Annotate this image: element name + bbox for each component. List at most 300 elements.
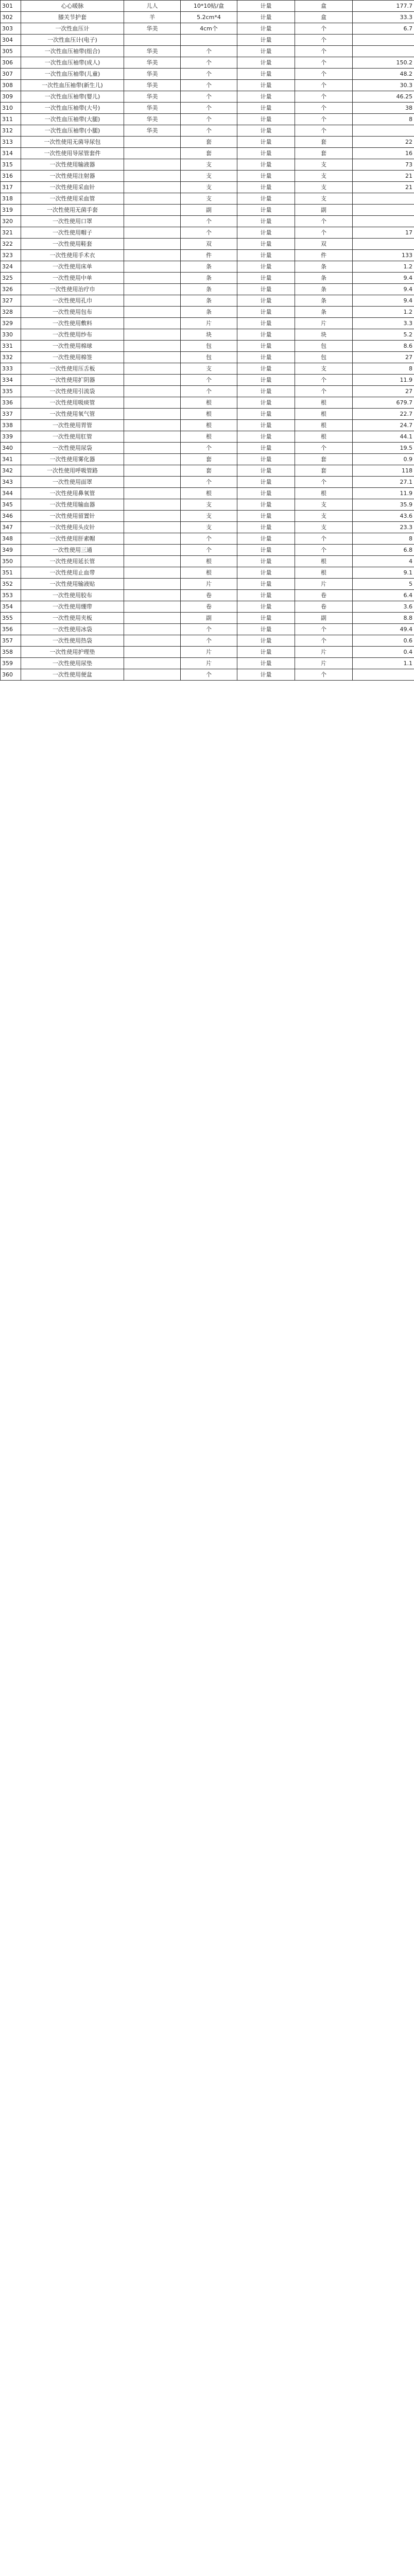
item-model: 个 [181,624,237,635]
item-spec [124,488,181,499]
item-price-mode: 计量 [237,137,295,148]
item-spec [124,567,181,579]
row-number: 319 [1,205,21,216]
item-model: 件 [181,250,237,261]
item-unit: 包 [295,352,353,363]
item-spec [124,182,181,193]
item-spec: 华美 [124,23,181,35]
item-unit: 条 [295,307,353,318]
item-unit: 个 [295,35,353,46]
table-row [1,12,414,23]
item-quantity: 23.3 [353,522,414,533]
item-unit: 个 [295,114,353,125]
item-spec: 华美 [124,69,181,80]
item-spec [124,273,181,284]
item-spec [124,499,181,511]
table-row [1,273,414,284]
table-row [1,103,414,114]
item-quantity: 177.7 [353,1,414,12]
item-spec: 羊 [124,12,181,23]
table-row [1,341,414,352]
item-unit: 支 [295,499,353,511]
item-quantity: 0.4 [353,647,414,658]
row-number: 359 [1,658,21,669]
item-model: 个 [181,545,237,556]
item-name: 一次性使用床单 [21,261,124,273]
table-row [1,465,414,477]
item-model: 个 [181,443,237,454]
item-unit: 根 [295,397,353,409]
item-spec [124,363,181,375]
item-model: 片 [181,647,237,658]
item-quantity: 1.2 [353,307,414,318]
item-price-mode: 计量 [237,545,295,556]
item-name: 一次性血压计 [21,23,124,35]
item-quantity: 118 [353,465,414,477]
row-number: 334 [1,375,21,386]
item-spec [124,171,181,182]
item-name: 一次性使用止血带 [21,567,124,579]
row-number: 313 [1,137,21,148]
item-model: 个 [181,375,237,386]
item-unit: 件 [295,250,353,261]
table-row [1,352,414,363]
item-name: 一次性使用面罩 [21,477,124,488]
item-price-mode: 计量 [237,386,295,397]
item-model: 根 [181,420,237,431]
item-price-mode: 计量 [237,363,295,375]
row-number: 340 [1,443,21,454]
row-number: 341 [1,454,21,465]
table-row [1,658,414,669]
item-unit: 副 [295,613,353,624]
table-row [1,329,414,341]
item-unit: 套 [295,454,353,465]
item-spec [124,239,181,250]
item-quantity: 133 [353,250,414,261]
table-row [1,46,414,57]
item-quantity: 6.4 [353,590,414,601]
item-spec [124,375,181,386]
item-model: 副 [181,205,237,216]
item-quantity: 9.4 [353,295,414,307]
row-number: 324 [1,261,21,273]
item-model: 个 [181,216,237,227]
item-spec [124,477,181,488]
item-model: 个 [181,533,237,545]
item-price-mode: 计量 [237,23,295,35]
item-spec [124,420,181,431]
table-row [1,159,414,171]
item-unit: 支 [295,193,353,205]
item-quantity: 8.8 [353,613,414,624]
item-quantity: 43.6 [353,511,414,522]
item-unit: 根 [295,409,353,420]
item-name: 一次性使用鼻氧管 [21,488,124,499]
item-model: 个 [181,669,237,681]
item-unit: 根 [295,420,353,431]
item-price-mode: 计量 [237,613,295,624]
item-spec [124,635,181,647]
item-price-mode: 计量 [237,239,295,250]
item-model: 个 [181,477,237,488]
item-quantity: 4 [353,556,414,567]
row-number: 349 [1,545,21,556]
item-spec [124,193,181,205]
item-spec [124,227,181,239]
item-name: 一次性使用鞋套 [21,239,124,250]
item-name: 一次性血压袖带(大腿) [21,114,124,125]
row-number: 323 [1,250,21,261]
row-number: 327 [1,295,21,307]
row-number: 343 [1,477,21,488]
item-price-mode: 计量 [237,318,295,329]
row-number: 333 [1,363,21,375]
item-unit: 支 [295,159,353,171]
table-row [1,386,414,397]
table-row [1,635,414,647]
item-quantity: 22 [353,137,414,148]
table-row [1,567,414,579]
item-name: 一次性使用胃管 [21,420,124,431]
item-spec [124,601,181,613]
item-quantity: 38 [353,103,414,114]
row-number: 338 [1,420,21,431]
item-name: 一次性使用胶布 [21,590,124,601]
row-number: 301 [1,1,21,12]
item-model: 支 [181,499,237,511]
row-number: 326 [1,284,21,295]
item-name: 一次性使用肛管 [21,431,124,443]
row-number: 321 [1,227,21,239]
item-model: 个 [181,103,237,114]
item-quantity: 27 [353,386,414,397]
item-model: 套 [181,148,237,159]
item-quantity: 8 [353,363,414,375]
item-quantity: 11.9 [353,375,414,386]
row-number: 328 [1,307,21,318]
row-number: 332 [1,352,21,363]
item-quantity: 24.7 [353,420,414,431]
table-row [1,250,414,261]
table-row [1,295,414,307]
item-name: 一次性血压袖带(婴儿) [21,91,124,103]
row-number: 354 [1,601,21,613]
item-name: 一次性使用敷料 [21,318,124,329]
item-model: 个 [181,386,237,397]
item-name: 一次性使用压舌板 [21,363,124,375]
item-unit: 个 [295,80,353,91]
row-number: 302 [1,12,21,23]
item-name: 一次性使用肝素帽 [21,533,124,545]
item-name: 一次性使用孔巾 [21,295,124,307]
item-model [181,35,237,46]
item-name: 一次性使用采血管 [21,193,124,205]
item-unit: 套 [295,148,353,159]
item-model: 卷 [181,601,237,613]
row-number: 331 [1,341,21,352]
item-price-mode: 计量 [237,125,295,137]
item-quantity: 21 [353,171,414,182]
row-number: 358 [1,647,21,658]
table-row [1,69,414,80]
row-number: 318 [1,193,21,205]
row-number: 305 [1,46,21,57]
item-quantity: 3.6 [353,601,414,613]
item-model: 支 [181,511,237,522]
item-price-mode: 计量 [237,216,295,227]
item-quantity: 3.3 [353,318,414,329]
item-name: 一次性使用夹板 [21,613,124,624]
item-quantity [353,239,414,250]
table-row [1,193,414,205]
table-row [1,23,414,35]
item-unit: 个 [295,227,353,239]
item-price-mode: 计量 [237,159,295,171]
item-price-mode: 计量 [237,114,295,125]
item-name: 一次性使用无菌导尿包 [21,137,124,148]
item-price-mode: 计量 [237,556,295,567]
item-name: 一次性使用扩阴器 [21,375,124,386]
item-unit: 片 [295,647,353,658]
table-row [1,137,414,148]
item-spec [124,35,181,46]
row-number: 346 [1,511,21,522]
item-quantity [353,125,414,137]
item-price-mode: 计量 [237,647,295,658]
row-number: 353 [1,590,21,601]
item-unit: 条 [295,261,353,273]
item-quantity [353,35,414,46]
item-price-mode: 计量 [237,273,295,284]
item-price-mode: 计量 [237,171,295,182]
item-model: 根 [181,409,237,420]
item-quantity [353,193,414,205]
item-quantity: 35.9 [353,499,414,511]
item-spec [124,556,181,567]
table-row [1,601,414,613]
item-unit: 个 [295,91,353,103]
item-name: 一次性使用便盆 [21,669,124,681]
item-unit: 个 [295,477,353,488]
item-spec [124,431,181,443]
item-spec: 华美 [124,125,181,137]
row-number: 329 [1,318,21,329]
table-row [1,669,414,681]
item-price-mode: 计量 [237,409,295,420]
item-spec [124,318,181,329]
item-spec [124,137,181,148]
item-name: 一次性使用治疗巾 [21,284,124,295]
item-quantity: 6.8 [353,545,414,556]
item-quantity: 9.4 [353,284,414,295]
item-price-mode: 计量 [237,1,295,12]
item-quantity [353,216,414,227]
item-unit: 个 [295,69,353,80]
item-price-mode: 计量 [237,454,295,465]
item-name: 一次性血压袖带(儿童) [21,69,124,80]
item-spec [124,205,181,216]
item-model: 双 [181,239,237,250]
item-name: 一次性使用三通 [21,545,124,556]
item-model: 片 [181,579,237,590]
row-number: 337 [1,409,21,420]
row-number: 316 [1,171,21,182]
item-quantity: 11.9 [353,488,414,499]
item-price-mode: 计量 [237,522,295,533]
item-spec: 华美 [124,46,181,57]
item-unit: 卷 [295,601,353,613]
item-model: 支 [181,171,237,182]
item-name: 一次性使用棉球 [21,341,124,352]
item-spec: 华美 [124,80,181,91]
item-name: 一次性血压袖带(小腿) [21,125,124,137]
item-name: 一次性使用雾化器 [21,454,124,465]
item-name: 一次性使用输液器 [21,159,124,171]
table-row [1,431,414,443]
item-spec [124,352,181,363]
item-model: 包 [181,341,237,352]
item-model: 条 [181,295,237,307]
item-quantity: 1.1 [353,658,414,669]
table-row [1,148,414,159]
item-price-mode: 计量 [237,375,295,386]
item-name: 一次性使用输血器 [21,499,124,511]
table-row [1,35,414,46]
item-spec [124,329,181,341]
row-number: 347 [1,522,21,533]
table-row [1,545,414,556]
table-row [1,624,414,635]
item-name: 一次性使用输液贴 [21,579,124,590]
item-model: 个 [181,635,237,647]
item-price-mode: 计量 [237,91,295,103]
table-body [1,1,414,681]
item-name: 一次性使用中单 [21,273,124,284]
table-row [1,420,414,431]
item-name: 一次性使用延长管 [21,556,124,567]
item-spec: 华美 [124,57,181,69]
table-row [1,57,414,69]
table-row [1,205,414,216]
item-model: 条 [181,273,237,284]
item-model: 支 [181,522,237,533]
item-price-mode: 计量 [237,307,295,318]
item-unit: 个 [295,216,353,227]
item-unit: 套 [295,465,353,477]
item-unit: 根 [295,556,353,567]
item-price-mode: 计量 [237,579,295,590]
item-name: 一次性使用冰袋 [21,624,124,635]
item-spec: 儿人 [124,1,181,12]
item-unit: 支 [295,171,353,182]
item-price-mode: 计量 [237,624,295,635]
table-row [1,375,414,386]
item-unit: 个 [295,624,353,635]
item-name: 一次性使用尿袋 [21,443,124,454]
table-row [1,511,414,522]
item-price-mode: 计量 [237,590,295,601]
item-price-mode: 计量 [237,35,295,46]
item-unit: 盒 [295,1,353,12]
item-model: 个 [181,125,237,137]
item-quantity: 5.2 [353,329,414,341]
item-unit: 片 [295,579,353,590]
item-spec [124,579,181,590]
item-model: 包 [181,352,237,363]
item-price-mode: 计量 [237,397,295,409]
table-row [1,261,414,273]
row-number: 356 [1,624,21,635]
table-row [1,182,414,193]
item-quantity: 5 [353,579,414,590]
item-quantity: 27.1 [353,477,414,488]
item-quantity: 8 [353,533,414,545]
item-name: 膝关节护套 [21,12,124,23]
table-row [1,363,414,375]
item-spec [124,341,181,352]
item-price-mode: 计量 [237,69,295,80]
item-quantity: 6.7 [353,23,414,35]
item-spec [124,307,181,318]
item-unit: 个 [295,125,353,137]
item-model: 个 [181,91,237,103]
item-unit: 片 [295,318,353,329]
item-unit: 包 [295,341,353,352]
item-model: 根 [181,567,237,579]
item-name: 一次性使用采血针 [21,182,124,193]
table-row [1,114,414,125]
item-unit: 条 [295,273,353,284]
item-unit: 支 [295,363,353,375]
table-row [1,533,414,545]
item-name: 一次性使用头皮针 [21,522,124,533]
item-spec [124,284,181,295]
item-price-mode: 计量 [237,443,295,454]
row-number: 309 [1,91,21,103]
row-number: 306 [1,57,21,69]
row-number: 312 [1,125,21,137]
item-spec [124,386,181,397]
row-number: 357 [1,635,21,647]
item-name: 一次性使用尿垫 [21,658,124,669]
row-number: 352 [1,579,21,590]
item-price-mode: 计量 [237,341,295,352]
table-row [1,307,414,318]
item-unit: 个 [295,57,353,69]
item-quantity: 8 [353,114,414,125]
table-row [1,443,414,454]
table-row [1,613,414,624]
item-model: 套 [181,454,237,465]
row-number: 315 [1,159,21,171]
item-spec [124,533,181,545]
table-row [1,397,414,409]
document-sheet [0,0,414,681]
item-spec [124,454,181,465]
table-row [1,171,414,182]
item-spec [124,216,181,227]
item-quantity: 21 [353,182,414,193]
item-price-mode: 计量 [237,601,295,613]
row-number: 335 [1,386,21,397]
table-row [1,409,414,420]
row-number: 303 [1,23,21,35]
item-unit: 个 [295,375,353,386]
item-name: 一次性使用注射器 [21,171,124,182]
item-quantity [353,205,414,216]
table-row [1,216,414,227]
